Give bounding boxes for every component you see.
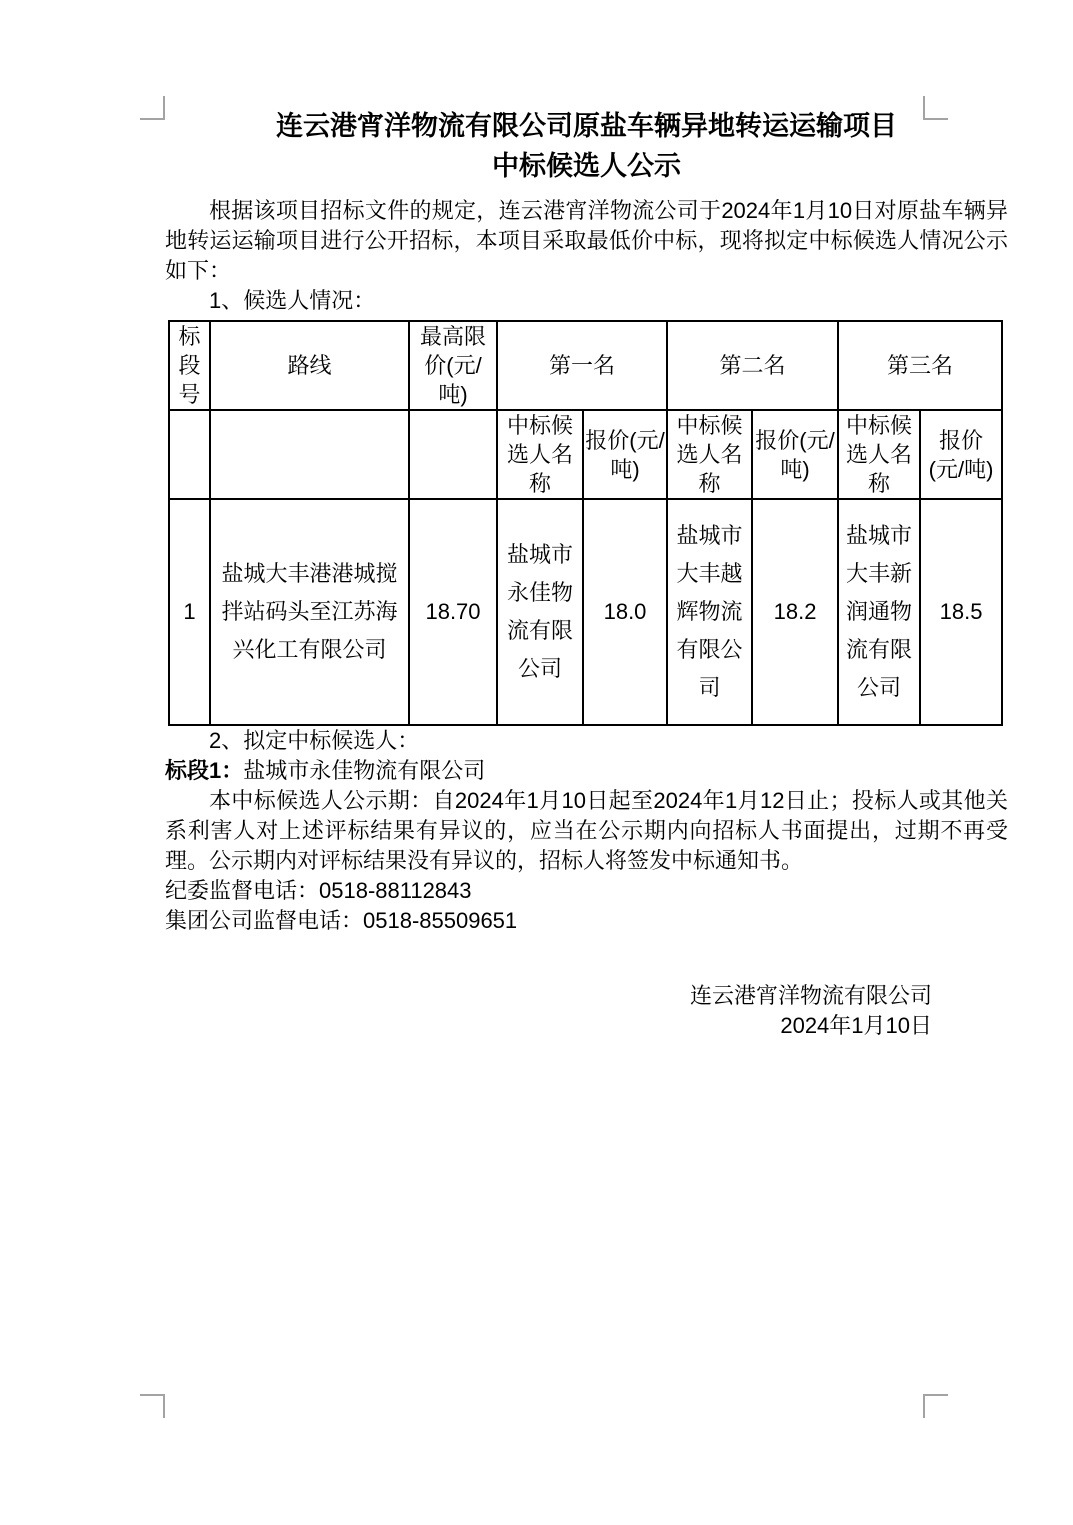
group-phone-line: 集团公司监督电话：0518-85509651 <box>165 908 518 933</box>
cell-price-2: 18.2 <box>752 499 838 725</box>
lot-winner: 盐城市永佳物流有限公司 <box>243 758 486 783</box>
crop-mark-bottom-right <box>923 1394 948 1418</box>
page-title-line2: 中标候选人公示 <box>492 151 681 181</box>
lot-result-line <box>165 756 1008 786</box>
crop-mark-bottom-left <box>140 1394 165 1418</box>
header-max-price: 最高限价(元/吨) <box>409 321 497 410</box>
page-title <box>165 106 1008 186</box>
cell-lot-no: 1 <box>169 499 210 725</box>
page-title-line1: 连云港宵洋物流有限公司原盐车辆异地转运运输项目 <box>276 111 897 141</box>
header-lot-no: 标段号 <box>169 321 210 410</box>
header-candidate-name-3: 中标候选人名称 <box>838 410 920 499</box>
crop-mark-top-left <box>140 96 165 120</box>
header-rank-1: 第一名 <box>497 321 667 410</box>
empty-cell-max-price <box>409 410 497 499</box>
lot-label: 标段1： <box>165 758 244 783</box>
intro-paragraph: 根据该项目招标文件的规定，连云港宵洋物流公司于2024年1月10日对原盐车辆异地转运运输项目进行公开招标，本项目采取最低价中标，现将拟定中标候选人情况公示如下： <box>165 198 1008 283</box>
header-rank-2: 第二名 <box>667 321 838 410</box>
cell-candidate-3: 盐城市大丰新润通物流有限公司 <box>838 499 920 725</box>
header-candidate-name-2: 中标候选人名称 <box>667 410 752 499</box>
section-1-heading: 1、候选人情况： <box>209 288 376 313</box>
cell-price-3: 18.5 <box>920 499 1002 725</box>
document-page <box>165 106 1008 1041</box>
header-bid-price-3: 报价(元/吨) <box>920 410 1002 499</box>
section-2-heading: 2、拟定中标候选人： <box>209 728 420 753</box>
candidates-table <box>168 320 1003 726</box>
table-row <box>169 499 1002 725</box>
cell-price-1: 18.0 <box>583 499 667 725</box>
signature-company: 连云港宵洋物流有限公司 <box>689 983 932 1008</box>
cell-candidate-1: 盐城市永佳物流有限公司 <box>497 499 583 725</box>
empty-cell-lot-no <box>169 410 210 499</box>
header-candidate-name-1: 中标候选人名称 <box>497 410 583 499</box>
header-rank-3: 第三名 <box>838 321 1002 410</box>
empty-cell-route <box>210 410 409 499</box>
discipline-phone-line: 纪委监督电话：0518-88112843 <box>165 878 472 903</box>
cell-route: 盐城大丰港港城搅拌站码头至江苏海兴化工有限公司 <box>210 499 409 725</box>
signature-block <box>165 981 1008 1041</box>
header-bid-price-2: 报价(元/吨) <box>752 410 838 499</box>
signature-date: 2024年1月10日 <box>780 1013 932 1038</box>
header-bid-price-1: 报价(元/吨) <box>583 410 667 499</box>
header-route: 路线 <box>210 321 409 410</box>
cell-max-price: 18.70 <box>409 499 497 725</box>
notice-paragraph: 本中标候选人公示期：自2024年1月10日起至2024年1月12日止；投标人或其他关系利害人对上述评标结果有异议的，应当在公示期内向招标人书面提出，过期不再受理。公示期内对评标结果没有异议的，招标人将签发中标通知书。 <box>165 788 1008 873</box>
cell-candidate-2: 盐城市大丰越辉物流有限公司 <box>667 499 752 725</box>
